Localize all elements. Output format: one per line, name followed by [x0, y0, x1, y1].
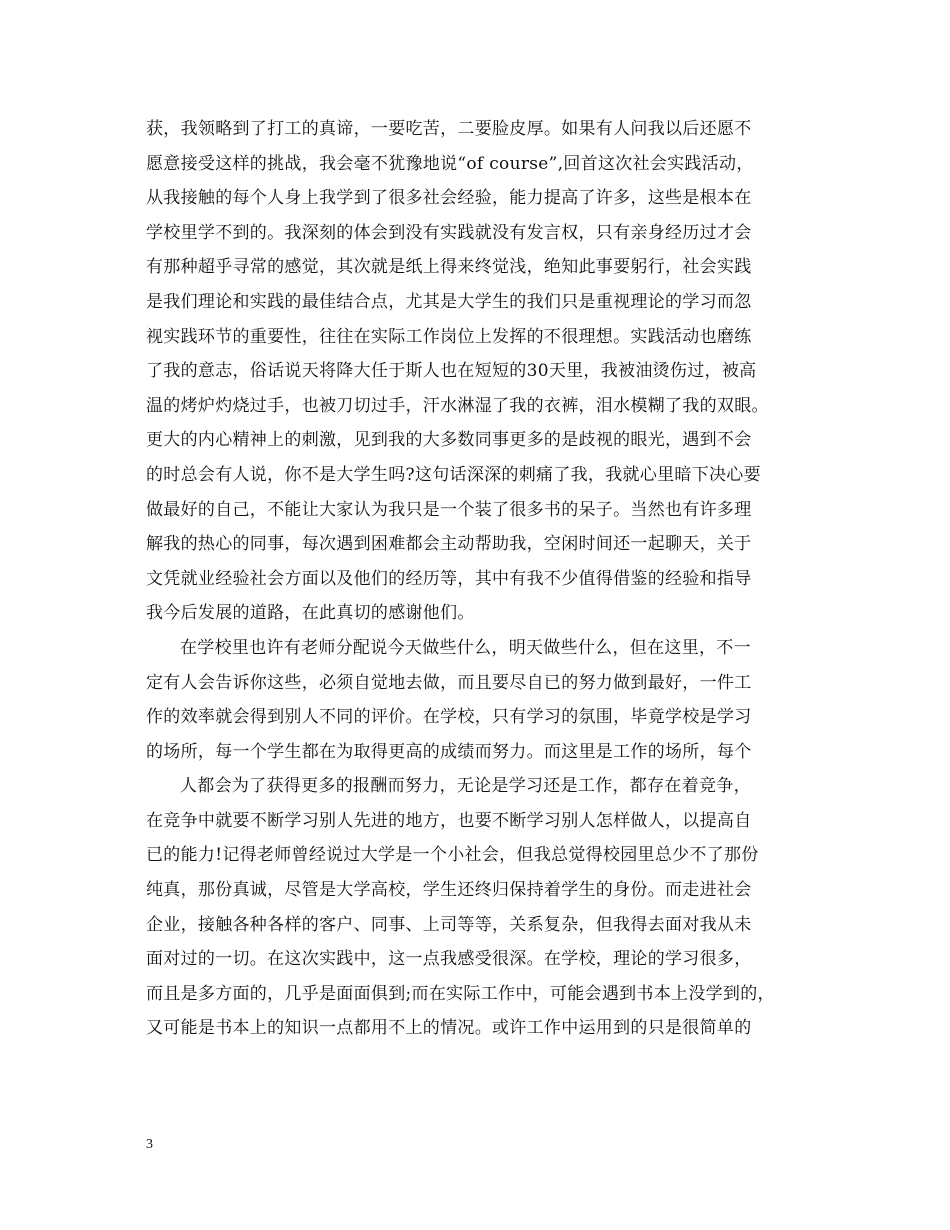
- text-line: 在竞争中就要不断学习别人先进的地方，也要不断学习别人怎样做人，以提高自: [146, 810, 752, 831]
- text-line: 又可能是书本上的知识一点都用不上的情况。或许工作中运用到的只是很简单的: [146, 1018, 752, 1039]
- text-line: 学校里学不到的。我深刻的体会到没有实践就没有发言权，只有亲身经历过才会: [146, 222, 752, 243]
- text-line: 获，我领略到了打工的真谛，一要吃苦，二要脸皮厚。如果有人问我以后还愿不: [146, 119, 752, 139]
- text-line: 的场所，每一个学生都在为取得更高的成绩而努力。而这里是工作的场所，每个: [146, 741, 752, 762]
- paragraph-start-line: 人都会为了获得更多的报酬而努力，无论是学习还是工作，都存在着竞争，: [180, 776, 751, 797]
- text-line: 企业，接触各种各样的客户、同事、上司等等，关系复杂，但我得去面对我从未: [146, 914, 752, 935]
- paragraph-start-line: 在学校里也许有老师分配说今天做些什么，明天做些什么，但在这里，不一: [180, 637, 751, 658]
- text-line: 有那种超乎寻常的感觉，其次就是纸上得来终觉浅，绝知此事要躬行，社会实践: [146, 257, 752, 278]
- text-line: 面对过的一切。在这次实践中，这一点我感受很深。在学校，理论的学习很多，: [146, 949, 752, 970]
- text-line: 纯真，那份真诚，尽管是大学高校，学生还终归保持着学生的身份。而走进社会: [146, 880, 752, 901]
- text-line: 定有人会告诉你这些，必须自觉地去做，而且要尽自已的努力做到最好，一件工: [146, 672, 752, 693]
- text-line: 做最好的自己，不能让大家认为我只是一个装了很多书的呆子。当然也有许多理: [146, 499, 752, 520]
- text-line: 文凭就业经验社会方面以及他们的经历等，其中有我不少值得借鉴的经验和指导: [146, 568, 752, 589]
- body-text: [146, 112, 826, 1046]
- text-line: 愿意接受这样的挑战，我会毫不犹豫地说“of course”,回首这次社会实践活动，: [146, 153, 754, 174]
- text-line: 而且是多方面的，几乎是面面俱到;而在实际工作中，可能会遇到书本上没学到的，: [146, 983, 775, 1004]
- text-line: 从我接触的每个人身上我学到了很多社会经验，能力提高了许多，这些是根本在: [146, 188, 752, 209]
- text-line: 视实践环节的重要性，往往在实际工作岗位上发挥的不很理想。实践活动也磨练: [146, 326, 752, 347]
- page-number: 3: [146, 1137, 153, 1152]
- text-line: 解我的热心的同事，每次遇到困难都会主动帮助我，空闲时间还一起聊天，关于: [146, 534, 752, 555]
- text-line: 的时总会有人说，你不是大学生吗?这句话深深的刺痛了我，我就心里暗下决心要: [146, 464, 761, 485]
- text-line: 是我们理论和实践的最佳结合点，尤其是大学生的我们只是重视理论的学习而忽: [146, 291, 752, 312]
- text-line: 温的烤炉灼烧过手，也被刀切过手，汗水淋湿了我的衣裤，泪水模糊了我的双眼。: [146, 395, 769, 416]
- text-line: 已的能力!记得老师曾经说过大学是一个小社会，但我总觉得校园里总少不了那份: [146, 845, 759, 866]
- text-line: 了我的意志，俗话说天将降大任于斯人也在短短的30天里，我被油烫伤过，被高: [146, 361, 757, 382]
- text-line: 作的效率就会得到别人不同的评价。在学校，只有学习的氛围，毕竟学校是学习: [146, 707, 752, 728]
- text-line: 我今后发展的道路，在此真切的感谢他们。: [146, 603, 475, 624]
- text-line: 更大的内心精神上的刺激，见到我的大多数同事更多的是歧视的眼光，遇到不会: [146, 430, 752, 451]
